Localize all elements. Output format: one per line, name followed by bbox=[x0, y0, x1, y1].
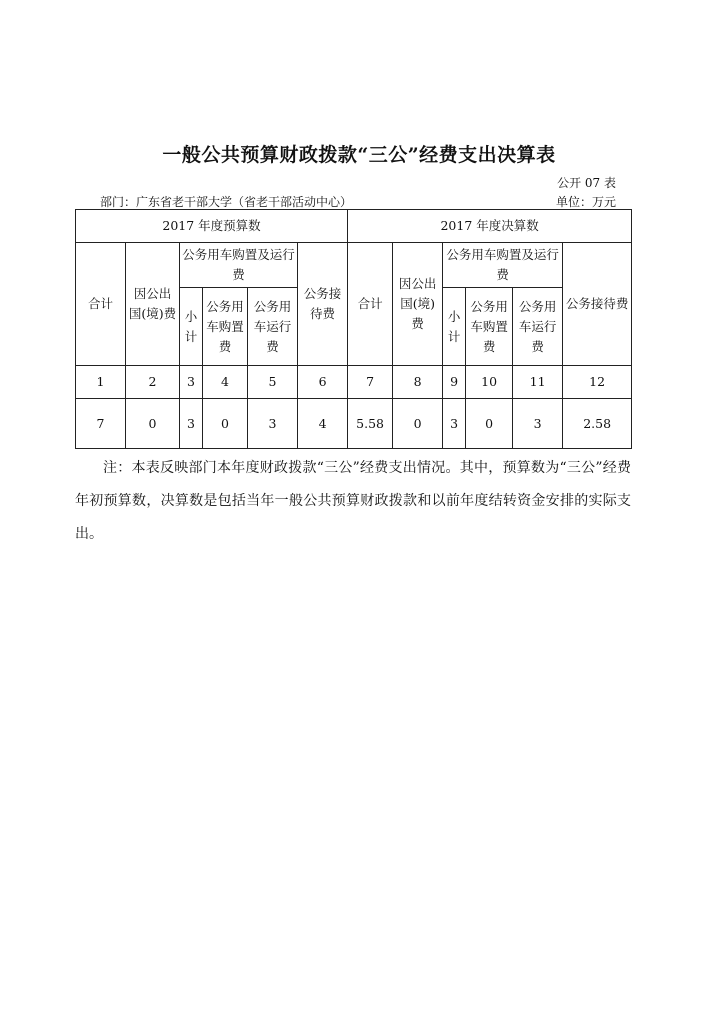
final-abroad-header: 因公出国(境)费 bbox=[393, 243, 443, 366]
table-cell: 0 bbox=[393, 399, 443, 449]
budget-vehicle-operation-header: 公务用车运行费 bbox=[248, 288, 298, 366]
budget-vehicle-header: 公务用车购置及运行费 bbox=[180, 243, 298, 288]
column-number: 12 bbox=[563, 366, 632, 399]
values-row bbox=[76, 399, 632, 449]
unit-label: 单位：万元 bbox=[555, 195, 616, 209]
page-title: 一般公共预算财政拨款“三公”经费支出决算表 bbox=[162, 144, 556, 166]
final-vehicle-operation-header: 公务用车运行费 bbox=[513, 288, 563, 366]
table-cell: 3 bbox=[180, 399, 203, 449]
table-cell: 5.58 bbox=[348, 399, 393, 449]
column-number: 4 bbox=[203, 366, 248, 399]
table-cell: 3 bbox=[513, 399, 563, 449]
column-number: 10 bbox=[466, 366, 513, 399]
form-number: 公开 07 表 bbox=[557, 176, 616, 190]
budget-subtotal-header: 小计 bbox=[180, 288, 203, 366]
table-cell: 3 bbox=[248, 399, 298, 449]
column-number: 7 bbox=[348, 366, 393, 399]
budget-reception-header: 公务接待费 bbox=[298, 243, 348, 366]
table-cell: 0 bbox=[203, 399, 248, 449]
table-cell: 0 bbox=[126, 399, 180, 449]
final-total-header: 合计 bbox=[348, 243, 393, 366]
column-number: 9 bbox=[443, 366, 466, 399]
budget-header: 2017 年度预算数 bbox=[76, 210, 348, 243]
final-vehicle-header: 公务用车购置及运行费 bbox=[443, 243, 563, 288]
budget-vehicle-purchase-header: 公务用车购置费 bbox=[203, 288, 248, 366]
column-number: 2 bbox=[126, 366, 180, 399]
column-number: 8 bbox=[393, 366, 443, 399]
table-cell: 0 bbox=[466, 399, 513, 449]
final-reception-header: 公务接待费 bbox=[563, 243, 632, 366]
final-subtotal-header: 小计 bbox=[443, 288, 466, 366]
column-number: 5 bbox=[248, 366, 298, 399]
column-number-row bbox=[76, 366, 632, 399]
three-public-expenses-table bbox=[75, 209, 632, 449]
budget-abroad-header: 因公出国(境)费 bbox=[126, 243, 180, 366]
column-number: 6 bbox=[298, 366, 348, 399]
column-number: 1 bbox=[76, 366, 126, 399]
table-cell: 7 bbox=[76, 399, 126, 449]
column-number: 11 bbox=[513, 366, 563, 399]
final-header: 2017 年度决算数 bbox=[348, 210, 632, 243]
budget-total-header: 合计 bbox=[76, 243, 126, 366]
table-note: 注：本表反映部门本年度财政拨款“三公”经费支出情况。其中，预算数为“三公”经费年初预算数，决算数是包括当年一般公共预算财政拨款和以前年度结转资金安排的实际支出。 bbox=[75, 460, 631, 542]
table-cell: 4 bbox=[298, 399, 348, 449]
final-vehicle-purchase-header: 公务用车购置费 bbox=[466, 288, 513, 366]
column-number: 3 bbox=[180, 366, 203, 399]
table-cell: 3 bbox=[443, 399, 466, 449]
table-cell: 2.58 bbox=[563, 399, 632, 449]
department-label: 部门：广东省老干部大学（省老干部活动中心） bbox=[100, 195, 353, 209]
